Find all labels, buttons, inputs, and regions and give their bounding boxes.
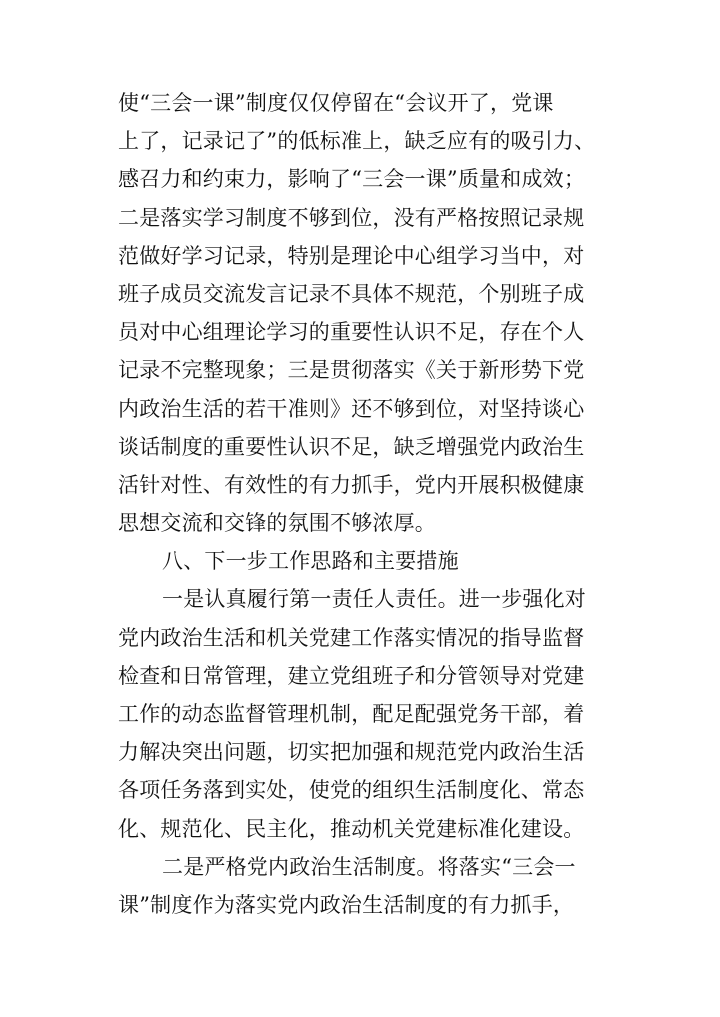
text-line: 检查和日常管理，建立党组班子和分管领导对党建: [118, 663, 585, 688]
text-line: 化、规范化、民主化，推动机关党建标准化建设。: [118, 816, 585, 841]
text-line: 工作的动态监督管理机制，配足配强党务干部，着: [118, 702, 585, 726]
text-line: 活针对性、有效性的有力抓手，党内开展积极健康: [118, 472, 585, 497]
text-line: 员对中心组理论学习的重要性认识不足，存在个人: [118, 320, 585, 345]
paragraph-start-line: 一是认真履行第一责任人责任。进一步强化对: [162, 587, 586, 612]
text-line: 范做好学习记录，特别是理论中心组学习当中，对: [118, 243, 585, 268]
text-line: 思想交流和交锋的氛围不够浓厚。: [118, 511, 436, 536]
document-body: [118, 84, 618, 924]
text-line: 党内政治生活和机关党建工作落实情况的指导监督: [118, 625, 585, 650]
text-line: 各项任务落到实处，使党的组织生活制度化、常态: [118, 778, 585, 803]
text-line: 感召力和约束力，影响了“三会一课”质量和成效；: [118, 167, 586, 192]
paragraph-start-line: 二是严格党内政治生活制度。将落实“三会一: [162, 854, 576, 879]
text-line: 二是落实学习制度不够到位，没有严格按照记录规: [118, 205, 585, 230]
text-line: 上了，记录记了”的低标准上，缺乏应有的吸引力、: [118, 129, 596, 154]
section-heading: 八、下一步工作思路和主要措施: [162, 549, 459, 574]
text-line: 班子成员交流发言记录不具体不规范，个别班子成: [118, 281, 585, 306]
text-line: 记录不完整现象；三是贯彻落实《关于新形势下党: [118, 358, 585, 383]
text-line: 使“三会一课”制度仅仅停留在“会议开了，党课: [118, 91, 554, 115]
text-line: 谈话制度的重要性认识不足，缺乏增强党内政治生: [118, 434, 585, 459]
text-line: 课”制度作为落实党内政治生活制度的有力抓手，: [118, 892, 575, 917]
text-line: 力解决突出问题，切实把加强和规范党内政治生活: [118, 740, 585, 765]
text-line: 内政治生活的若干准则》还不够到位，对坚持谈心: [118, 396, 585, 421]
